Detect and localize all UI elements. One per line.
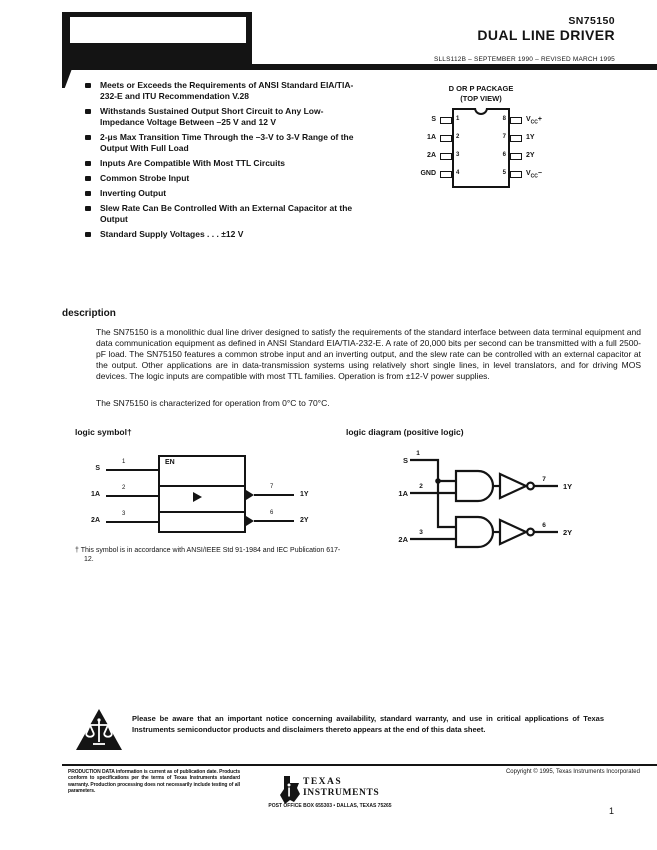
inverter-icon: [500, 520, 526, 544]
pin-stub: [510, 117, 522, 124]
square-bullet-icon: [85, 232, 91, 238]
pin-stub: [440, 153, 452, 160]
and-gate-icon: [456, 471, 493, 501]
brand-word-instruments: INSTRUMENTS: [303, 788, 380, 798]
polarity-indicator-icon: [246, 516, 254, 526]
pin-label: $V_{CC}+$: [526, 115, 542, 125]
part-number: SN75150: [568, 15, 615, 27]
pin-number: 6: [270, 510, 274, 516]
package-title: D OR P PACKAGE: [448, 84, 514, 93]
description-paragraph-1: The SN75150 is a monolithic dual line driver designed to satisfy the requirements of the standard interface between data terminal equipment and data communication equipment as defined in ANSI Standard EIA/TIA-232-E. A rate of 20,000 bits per second can be transmitted with a full 2500-pF load. The SN75150 features a common strobe input and an inverting output, and the slew rate can be controlled with an external capacitor at the output. Other applications are in data-transmission systems using relatively short single lines, in level translators, and for driving MOS devices. The logic inputs are compatible with most TTL families. Operation is from ±12-V power supplies.: [96, 327, 641, 381]
document-number-line: SLLS112B – SEPTEMBER 1990 – REVISED MARCH 1995: [433, 56, 615, 63]
square-bullet-icon: [85, 83, 91, 89]
signal-label: 1Y: [563, 482, 573, 491]
feature-item: [85, 158, 357, 169]
package-subtitle: (TOP VIEW): [460, 93, 502, 103]
pin-label: 1Y: [526, 133, 535, 141]
square-bullet-icon: [85, 109, 91, 115]
logic-symbol-divider: [158, 485, 246, 487]
feature-item: [85, 229, 357, 240]
legal-scales-icon: [75, 708, 123, 752]
signal-label: 1A: [398, 489, 408, 498]
footer-address: POST OFFICE BOX 655303 • DALLAS, TEXAS 75265: [268, 803, 392, 809]
pin-number: 3: [419, 529, 423, 536]
input-wire: [106, 521, 158, 523]
pin-label: $V_{CC}-$: [526, 169, 542, 179]
pin-stub: [440, 117, 452, 124]
input-wire: [106, 469, 158, 471]
feature-text: Standard Supply Voltages . . . ±12 V: [100, 229, 244, 239]
pin-stub: [510, 135, 522, 142]
pin-stub: [510, 171, 522, 178]
square-bullet-icon: [85, 161, 91, 167]
output-wire: [254, 520, 294, 522]
pin-number: 5: [502, 170, 506, 176]
output-wire: [254, 494, 294, 496]
feature-item: [85, 173, 357, 184]
pin-number: 7: [502, 134, 506, 140]
corner-banner-knockout: [70, 17, 246, 43]
logic-symbol-outline: [158, 455, 246, 533]
pin-stub: [510, 153, 522, 160]
signal-label: 2Y: [563, 528, 573, 537]
pin-number: 7: [270, 484, 274, 490]
pin-label: 1A: [427, 133, 436, 141]
notice-text: Please be aware that an important notice concerning availability, standard warranty, and use in critical applications of Texas Instruments semiconductor products and disclaimers thereto appears at the end of this data sheet.: [132, 714, 604, 734]
page-number: 1: [608, 806, 614, 816]
pin-number: 7: [542, 476, 546, 483]
symbol-footnote: † This symbol is in accordance with ANSI/IEEE Std 91-1984 and IEC Publication 617-12.: [75, 547, 341, 563]
brand-word-texas: TEXAS: [303, 777, 343, 787]
important-notice: [62, 702, 642, 762]
copyright-line: Copyright © 1995, Texas Instruments Incorporated: [505, 769, 640, 775]
inverter-bubble-icon: [527, 529, 534, 536]
pin-number: 3: [456, 152, 460, 158]
package-pinout-figure: [390, 84, 602, 196]
pin-label: S: [431, 115, 436, 123]
logic-diagram-figure: [338, 427, 643, 562]
feature-text: Inverting Output: [100, 188, 167, 198]
page-title: DUAL LINE DRIVER: [477, 27, 615, 43]
strobe-branch-wire: [438, 481, 456, 527]
feature-text: 2-μs Max Transition Time Through the –3-V to 3-V Range of the Output With Full Load: [100, 132, 354, 153]
pin-number: 2: [122, 485, 126, 491]
logic-symbol-figure: [62, 427, 342, 557]
pin-label: 2Y: [526, 151, 535, 159]
pin-number: 1: [416, 450, 420, 457]
pin-stub: [440, 171, 452, 178]
pin-label: 2A: [427, 151, 436, 159]
inverter-bubble-icon: [527, 483, 534, 490]
feature-item: [85, 106, 357, 128]
square-bullet-icon: [85, 191, 91, 197]
pin-number: 6: [542, 522, 546, 529]
feature-text: Meets or Exceeds the Requirements of ANSI Standard EIA/TIA-232-E and ITU Recommendation V.28: [100, 80, 354, 101]
pin-label: GND: [420, 169, 436, 177]
pin-number: 3: [122, 511, 126, 517]
features-list: [85, 80, 357, 244]
signal-label: 2A: [398, 535, 408, 544]
polarity-indicator-icon: [246, 490, 254, 500]
signal-label: 2A: [91, 516, 100, 524]
enable-label: EN: [165, 459, 175, 466]
feature-item: [85, 132, 357, 154]
amplifier-icon: [193, 492, 202, 502]
header-rule: [62, 64, 657, 70]
pin-number: 2: [456, 134, 460, 140]
signal-label: 1Y: [300, 490, 309, 498]
logic-diagram-title: logic diagram (positive logic): [346, 427, 464, 437]
feature-text: Inputs Are Compatible With Most TTL Circuits: [100, 158, 286, 168]
feature-text: Withstands Sustained Output Short Circuit to Any Low-Impedance Voltage Between –25 V and 12 V: [100, 106, 324, 127]
and-gate-icon: [456, 517, 493, 547]
pin-number: 1: [122, 459, 126, 465]
strobe-wire: [410, 460, 456, 481]
signal-label: 2Y: [300, 516, 309, 524]
square-bullet-icon: [85, 135, 91, 141]
ti-map-logo-icon: [278, 776, 300, 804]
signal-label: S: [402, 456, 408, 465]
description-heading: description: [62, 308, 116, 319]
feature-item: [85, 203, 357, 225]
logic-symbol-divider: [158, 511, 246, 513]
logic-diagram-drawing: [358, 441, 628, 561]
square-bullet-icon: [85, 176, 91, 182]
inverter-icon: [500, 474, 526, 498]
pin-number: 2: [419, 483, 423, 490]
pin-stub: [440, 135, 452, 142]
footer-rule: [62, 764, 657, 766]
square-bullet-icon: [85, 206, 91, 212]
pin-number: 8: [502, 116, 506, 122]
signal-label: 1A: [91, 490, 100, 498]
junction-dot: [435, 478, 441, 484]
logic-symbol-title: logic symbol†: [75, 427, 132, 437]
pin-number: 6: [502, 152, 506, 158]
description-paragraph-2: The SN75150 is characterized for operation from 0°C to 70°C.: [96, 398, 330, 408]
feature-item: [85, 80, 357, 102]
feature-text: Common Strobe Input: [100, 173, 190, 183]
pin-number: 4: [456, 170, 460, 176]
feature-item: [85, 188, 357, 199]
feature-text: Slew Rate Can Be Controlled With an External Capacitor at the Output: [100, 203, 353, 224]
production-data-disclaimer: PRODUCTION DATA information is current as of publication date. Products conform to specifications per the terms of Texas Instruments standard warranty. Production processing does not necessarily include testing of all parameters.: [68, 769, 240, 795]
input-wire: [106, 495, 158, 497]
signal-label: S: [95, 464, 100, 472]
pin-number: 1: [456, 116, 460, 122]
